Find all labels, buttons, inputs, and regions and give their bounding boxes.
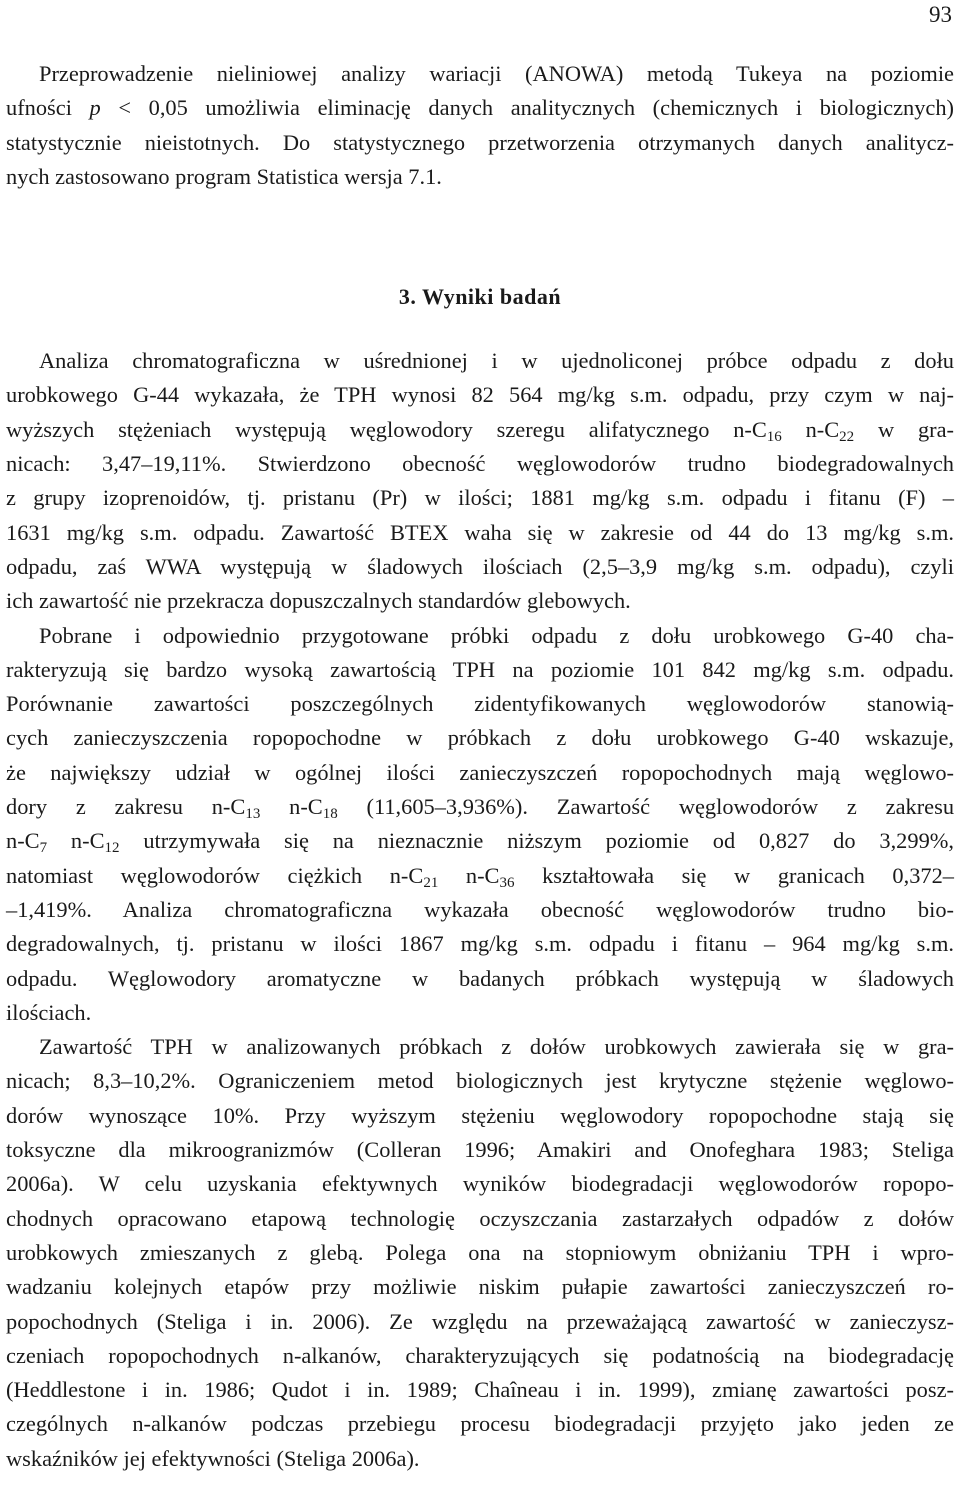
text-line: ufności p < 0,05 umożliwia eliminację danych analitycznych (chemicznych i biologicznych): [6, 95, 954, 121]
paragraph-tph-biodegradation: [6, 1030, 954, 1476]
paragraph-results-g40: [6, 619, 954, 1031]
text-line-subscripts: $n-C_7$ $n-C_{12}$ utrzymywała się na nieznacznie niższym poziomie od 0,827 do 3,299%,: [6, 828, 955, 857]
text-line: 2006a). W celu uzyskania efektywnych wyników biodegradacji węglowodorów ropopo-: [6, 1171, 954, 1197]
paragraph-results-g44: [6, 344, 954, 618]
text-line: ich zawartość nie przekracza dopuszczalnych standardów glebowych.: [6, 588, 631, 614]
paragraph-methods-cont: [6, 91, 954, 194]
text-line: chodnych opracowano etapową technologię oczyszczania zastarzałych odpadów z dołów: [6, 1205, 954, 1231]
text-line: Porównanie zawartości poszczególnych zidentyfikowanych węglowodorów stanowią-: [6, 691, 954, 717]
text-line: czeniach ropopochodnych n-alkanów, charakteryzujących się podatnością na biodegradację: [6, 1342, 954, 1368]
text-line: dorów wynoszące 10%. Przy wyższym stężeniu węglowodory ropopochodne stają się: [6, 1102, 954, 1128]
text-line: odpadu, zaś WWA występują w śladowych ilościach (2,5–3,9 mg/kg s.m. odpadu), czyli: [6, 553, 954, 579]
text-line: toksyczne dla mikroogranizmów (Colleran 1996; Amakiri and Onofeghara 1983; Steliga: [6, 1137, 954, 1163]
text-line: Zawartość TPH w analizowanych próbkach z dołów urobkowych zawierała się w gra-: [39, 1034, 954, 1060]
section-heading: 3. Wyniki badań: [398, 284, 562, 310]
text-line: nych zastosowano program Statistica wersja 7.1.: [6, 163, 442, 189]
text-line: popochodnych (Steliga i in. 2006). Ze względu na przeważającą zawartość w zanieczysz-: [6, 1308, 954, 1334]
text-line-subscripts: wyższych stężeniach występują węglowodory szeregu alifatycznego $n-C_{16}$ $n-C_{22}$ w gra-: [6, 416, 954, 445]
text-line: z grupy izoprenoidów, tj. pristanu (Pr) w ilości; 1881 mg/kg s.m. odpadu i fitanu (F) –: [6, 485, 954, 511]
text-line: Analiza chromatograficzna w uśrednionej i w ujednoliconej próbce odpadu z dołu: [39, 348, 954, 374]
text-line: ilościach.: [6, 999, 92, 1025]
text-line: rakteryzują się bardzo wysoką zawartością TPH na poziomie 101 842 mg/kg s.m. odpadu.: [6, 656, 954, 682]
text-line: wadzaniu kolejnych etapów przy możliwie niskim pułapie zawartości zanieczyszczeń ro-: [6, 1274, 954, 1300]
paragraph-methods: [6, 57, 954, 91]
text-line: –1,419%. Analiza chromatograficzna wykazała obecność węglowodorów trudno bio-: [6, 896, 954, 922]
text-line: statystycznie nieistotnych. Do statystycznego przetworzenia otrzymanych danych analitycz-: [6, 129, 954, 155]
text-line: nicach; 8,3–10,2%. Ograniczeniem metod biologicznych jest krytyczne stężenie węglowo-: [6, 1068, 954, 1094]
text-line: wskaźników jej efektywności (Steliga 2006a).: [6, 1445, 420, 1471]
text-line: odpadu. Węglowodory aromatyczne w badanych próbkach występują w śladowych: [6, 965, 954, 991]
text-line: (Heddlestone i in. 1986; Qudot i in. 1989; Chaîneau i in. 1999), zmianę zawartości posz-: [6, 1377, 954, 1403]
text-line: cych zanieczyszczenia ropopochodne w próbkach z dołu urobkowego G-40 wskazuje,: [6, 725, 954, 751]
text-line: urobkowych zmieszanych z glebą. Polega ona na stopniowym obniżaniu TPH i wpro-: [6, 1239, 954, 1265]
text-line: urobkowego G-44 wykazała, że TPH wynosi 82 564 mg/kg s.m. odpadu, przy czym w naj-: [6, 382, 954, 408]
text-line-subscripts: natomiast węglowodorów ciężkich $n-C_{21}$ $n-C_{36}$ kształtowała się w granicach 0,372–: [6, 862, 955, 891]
text-line: Pobrane i odpowiednio przygotowane próbki odpadu z dołu urobkowego G-40 cha-: [39, 622, 954, 648]
text-line: degradowalnych, tj. pristanu w ilości 1867 mg/kg s.m. odpadu i fitanu – 964 mg/kg s.m.: [6, 931, 954, 957]
text-line: nicach: 3,47–19,11%. Stwierdzono obecność węglowodorów trudno biodegradowalnych: [6, 451, 954, 477]
text-line: Przeprowadzenie nieliniowej analizy wariacji (ANOWA) metodą Tukeya na poziomie: [39, 61, 954, 86]
text-line: że największy udział w ogólnej ilości zanieczyszczeń ropopochodnych mają węglowo-: [6, 759, 954, 785]
text-line: 1631 mg/kg s.m. odpadu. Zawartość BTEX waha się w zakresie od 44 do 13 mg/kg s.m.: [6, 519, 954, 545]
page-number: 93: [929, 2, 952, 27]
text-line-subscripts: dory z zakresu $n-C_{13}$ $n-C_{18}$ (11,605–3,936%). Zawartość węglowodorów z zakresu: [6, 794, 955, 823]
text-line: czególnych n-alkanów podczas przebiegu procesu biodegradacji przyjęto jako jeden ze: [6, 1411, 954, 1437]
page-body: [6, 57, 954, 1476]
